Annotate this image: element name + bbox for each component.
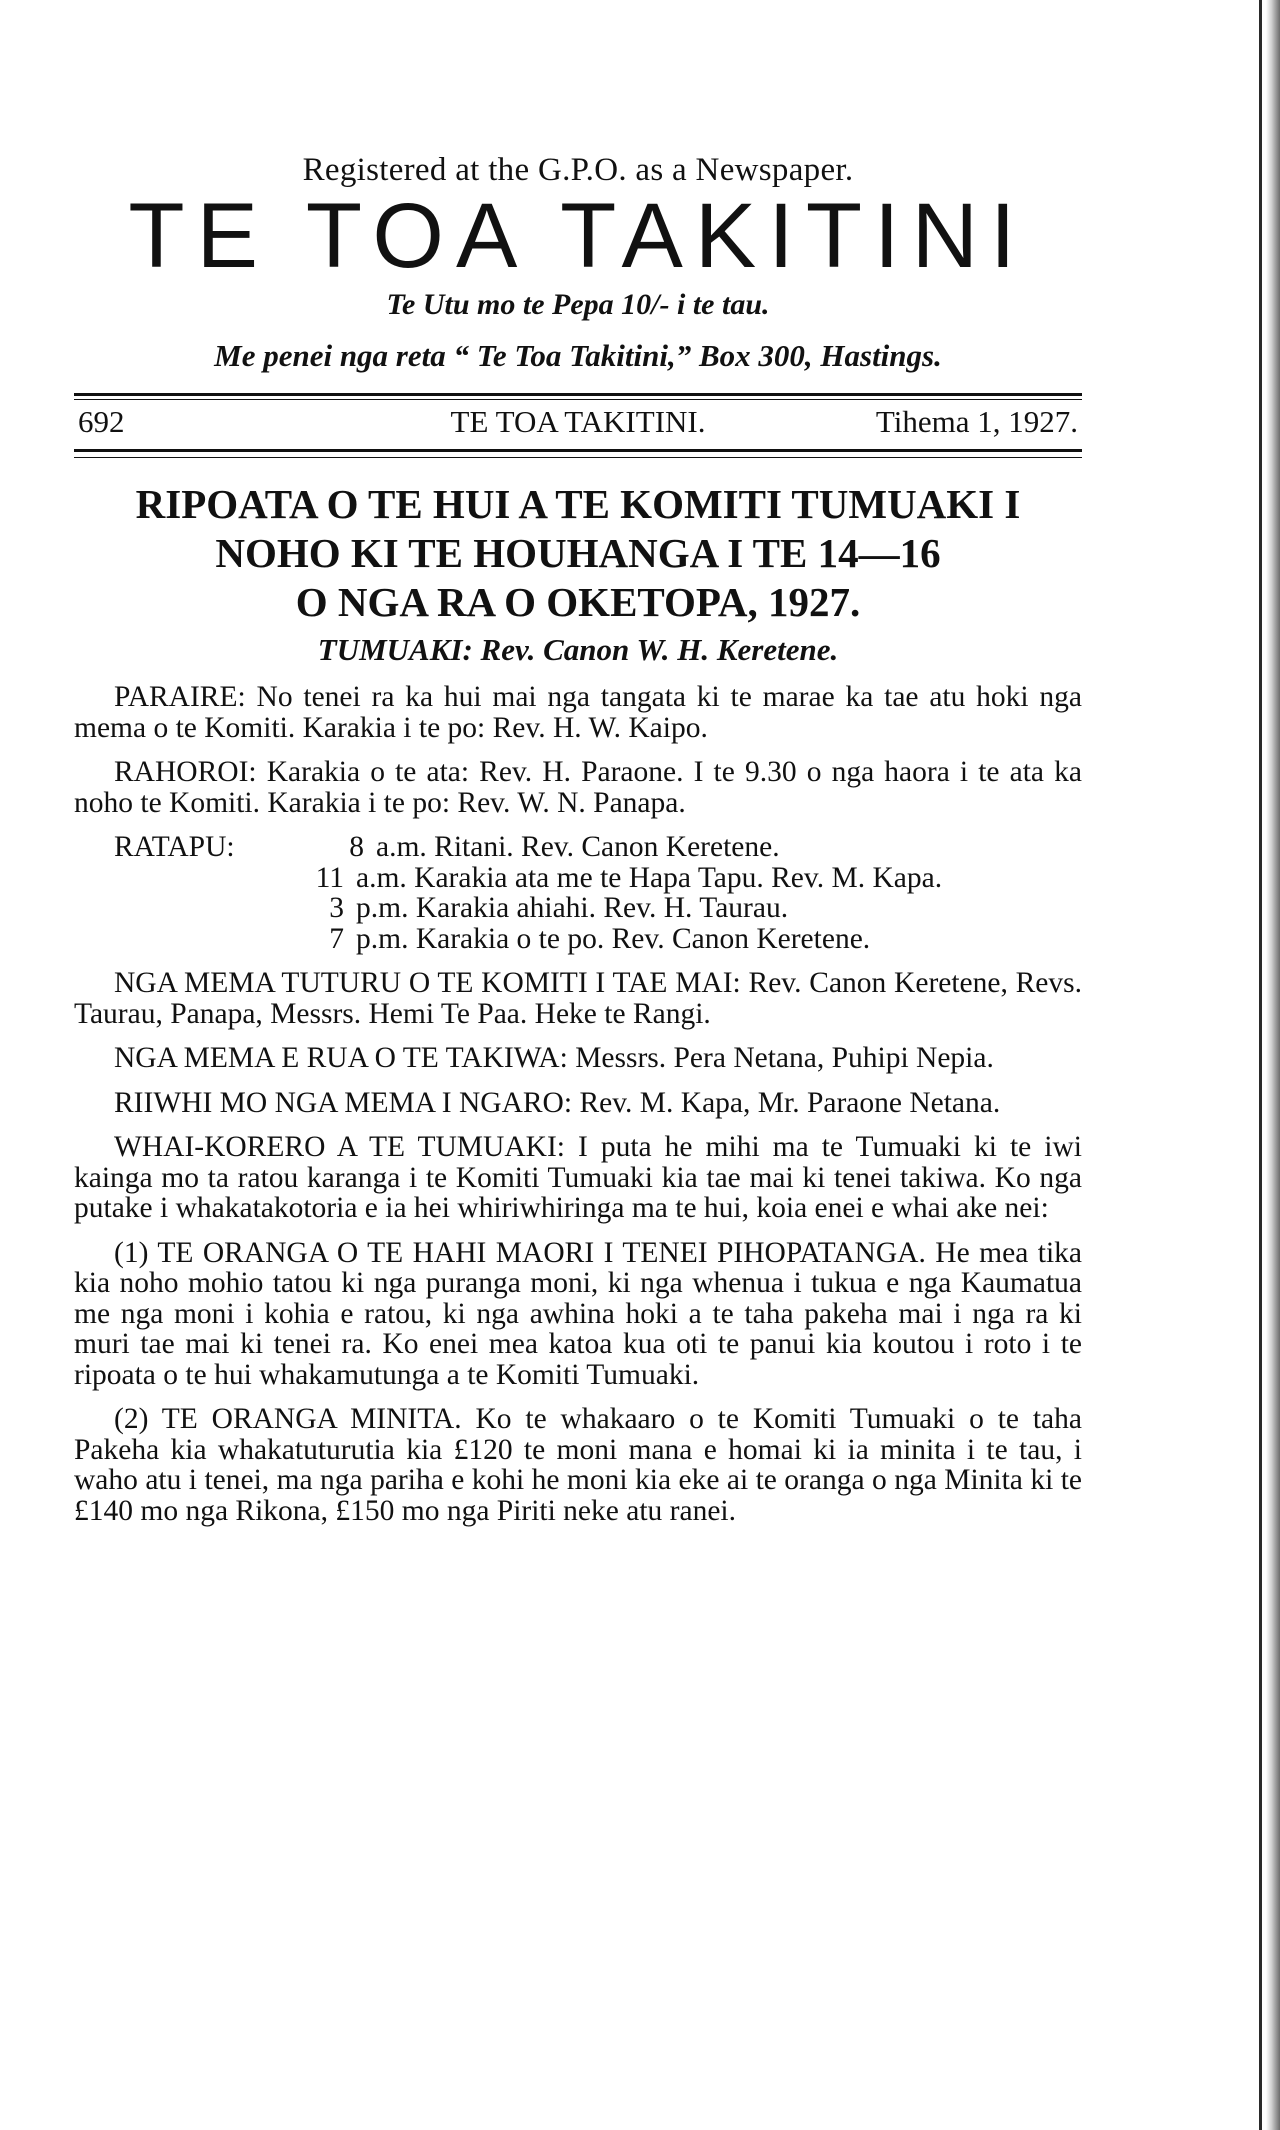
folio-paper-name: TE TOA TAKITINI. — [450, 404, 706, 439]
header-rule-bottom-thin — [74, 457, 1082, 458]
subscription-price: Te Utu mo te Pepa 10/- i te tau. — [386, 288, 770, 321]
paragraph-paraire — [74, 682, 1082, 743]
mailing-address: Me penei nga reta “ Te Toa Takitini,” Box 300, Hastings. — [214, 338, 942, 373]
folio-date: Tihema 1, 1927. — [875, 404, 1078, 439]
headline-line-3: O NGA RA O OKETOPA, 1927. — [295, 579, 861, 625]
item-1-lead: (1) TE ORANGA O TE HAHI MAORI I TENEI PIHOPATANGA. — [114, 1236, 926, 1269]
service-text: a.m. Ritani. Rev. Canon Keretene. — [376, 831, 780, 863]
paraire-lead: PARAIRE: — [114, 681, 246, 713]
substitutes-text: Rev. M. Kapa, Mr. Paraone Netana. — [579, 1086, 1001, 1119]
service-time: 7 — [329, 922, 344, 955]
paragraph-chair-address — [74, 1132, 1082, 1224]
paragraph-members-present — [74, 968, 1082, 1029]
headline-line-1: RIPOATA O TE HUI A TE KOMITI TUMUAKI I — [135, 481, 1021, 527]
paragraph-item-2 — [74, 1404, 1082, 1526]
service-time: 11 — [315, 861, 344, 894]
item-1-text: He mea tika kia noho mohio tatou ki nga puranga moni, ki nga whenua i tukua e nga Kaumatua me nga moni i kohia e ratou, ki nga awhina hoki a te taha pakeha mai i nga ra ki muri tae mai ki tenei ra. Ko enei mea katoa kua oti te panui kia koutou i roto i te ripoata o te hui whakamutunga a te Komiti Tumuaki. — [74, 1236, 1082, 1391]
header-rule-bottom — [74, 449, 1082, 452]
header-rule-top-thin — [74, 399, 1082, 400]
ratapu-lead: RATAPU: — [114, 831, 235, 863]
headline-line-2: NOHO KI TE HOUHANGA I TE 14—16 — [215, 530, 941, 576]
paragraph-substitutes — [74, 1088, 1082, 1119]
rahoroi-text: Karakia o te ata: Rev. H. Paraone. I te 9.30 o nga haora i te ata ka noho te Komiti. Karakia i te po: Rev. W. N. Panapa. — [74, 756, 1082, 819]
chair-address-lead: WHAI-KORERO A TE TUMUAKI: — [114, 1131, 565, 1163]
chair-address-text: I puta he mihi ma te Tumuaki ki te iwi kainga mo ta ratou karanga i te Komiti Tumuaki kia tae mai ki tenei takiwa. Ko nga putake i whakatakotoria e ia hei whiriwhiringa ma te hui, koia enei e whai ake nei: — [74, 1131, 1082, 1224]
ratapu-schedule — [74, 832, 1082, 954]
header-rule-top — [74, 393, 1082, 396]
item-2-lead: (2) TE ORANGA MINITA. — [114, 1403, 462, 1435]
members-present-text: Rev. Canon Keretene, Revs. Taurau, Panapa, Messrs. Hemi Te Paa. Heke te Rangi. — [74, 967, 1083, 1030]
ratapu-service-row — [74, 893, 1082, 924]
ratapu-service-row — [74, 924, 1082, 955]
masthead-title: TE TOA TAKITINI — [128, 185, 1028, 287]
service-time: 3 — [329, 892, 344, 924]
chairman-line: TUMUAKI: Rev. Canon W. H. Keretene. — [317, 632, 839, 667]
article-headline — [74, 480, 1082, 627]
service-text: a.m. Karakia ata me te Hapa Tapu. Rev. M. Kapa. — [356, 861, 943, 894]
article-body — [74, 682, 1082, 1540]
folio-page-number: 692 — [78, 404, 125, 439]
service-text: p.m. Karakia ahiahi. Rev. H. Taurau. — [356, 892, 789, 924]
page-edge-shadow — [1266, 0, 1280, 2130]
district-members-lead: NGA MEMA E RUA O TE TAKIWA: — [114, 1042, 568, 1074]
members-present-lead: NGA MEMA TUTURU O TE KOMITI I TAE MAI: — [114, 967, 741, 999]
binding-shadow-line — [1259, 0, 1262, 2130]
service-time: 8 — [349, 831, 364, 863]
item-2-text: Ko te whakaaro o te Komiti Tumuaki o te taha Pakeha kia whakatuturutia kia £120 te moni mana e homai ki ia minita i te tau, i waho atu i tenei, ma nga pariha e kohi he moni kia eke ai te oranga o nga Minita ki te £140 mo nga Rikona, £150 mo nga Piriti neke atu ranei. — [74, 1403, 1082, 1527]
folio-line — [74, 404, 1082, 444]
service-text: p.m. Karakia o te po. Rev. Canon Keretene. — [356, 922, 871, 955]
substitutes-lead: RIIWHI MO NGA MEMA I NGARO: — [114, 1086, 573, 1119]
rahoroi-lead: RAHOROI: — [114, 756, 257, 788]
registration-notice: Registered at the G.P.O. as a Newspaper. — [302, 152, 854, 188]
paragraph-rahoroi — [74, 757, 1082, 818]
paragraph-district-members — [74, 1043, 1082, 1074]
district-members-text: Messrs. Pera Netana, Puhipi Nepia. — [575, 1042, 994, 1074]
paragraph-item-1 — [74, 1238, 1082, 1391]
paraire-text: No tenei ra ka hui mai nga tangata ki te marae ka tae atu hoki nga mema o te Komiti. Karakia i te po: Rev. H. W. Kaipo. — [74, 681, 1083, 744]
ratapu-service-row — [74, 863, 1082, 894]
ratapu-service-row — [74, 832, 1082, 863]
